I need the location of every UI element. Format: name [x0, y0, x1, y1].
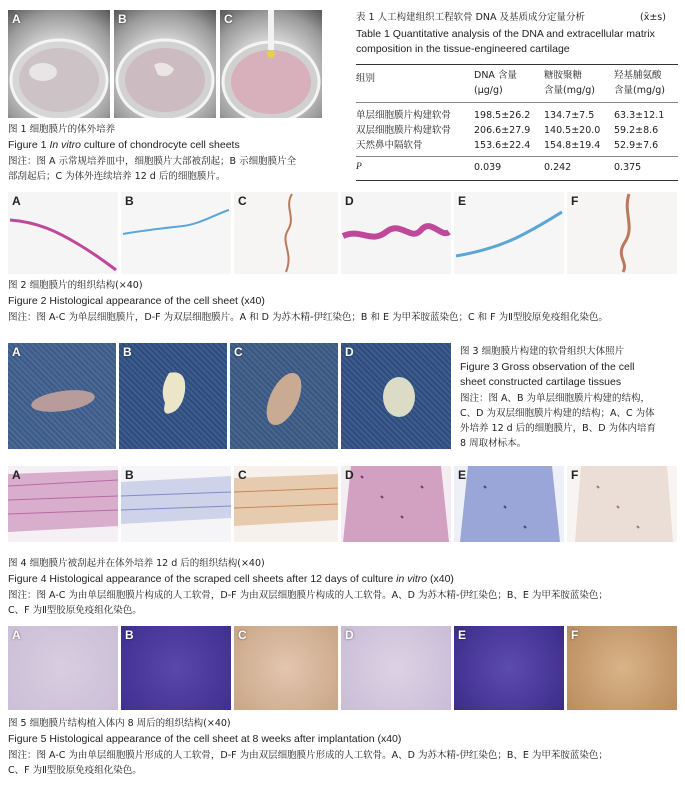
- figure3-panel-a: [8, 343, 116, 449]
- figure2-panel-b: [121, 192, 231, 274]
- panel-label: B: [125, 468, 134, 482]
- figure4-panel-b: [121, 466, 231, 542]
- panel-label: B: [125, 194, 134, 208]
- figure3-panel-b: [119, 343, 227, 449]
- histology-image: [234, 192, 338, 274]
- histology-image: [121, 192, 231, 274]
- histology-image: [454, 192, 564, 274]
- figure2-panel-a: [8, 192, 118, 274]
- petri-dish-image: [8, 10, 110, 118]
- figure3-panel-c: [230, 343, 338, 449]
- figure4-panel-c: [234, 466, 338, 542]
- header-hyp-unit: 含量(mg/g): [614, 85, 665, 96]
- figure3-note-line2: C、D 为双层细胞膜片构建的结构；A、C 为体: [460, 408, 655, 419]
- table1-title-en-line1: Table 1 Quantitative analysis of the DNA and extracellular matrix: [356, 28, 655, 40]
- panel-label: E: [458, 194, 467, 208]
- figure4-note-line2: C、F 为Ⅱ型胶原免疫组化染色。: [8, 605, 142, 616]
- figure3-title-cn: 图 3 细胞膜片构建的软骨组织大体照片: [460, 346, 625, 357]
- figure2-title-en: Figure 2 Histological appearance of the cell sheet (x40): [8, 295, 265, 307]
- panel-label: D: [345, 628, 354, 642]
- figure1-panel-a: [8, 10, 110, 118]
- figure1-note-line2: 部刮起后；C 为体外连续培养 12 d 后的细胞膜片。: [8, 171, 226, 182]
- gross-specimen-image: [341, 343, 451, 449]
- figure3-title-en-line1: Figure 3 Gross observation of the cell: [460, 361, 635, 373]
- panel-label: A: [12, 12, 21, 26]
- panel-label: C: [238, 194, 247, 208]
- table1-title-en-line2: composition in the tissue-engineered cartilage: [356, 43, 570, 55]
- gross-specimen-image: [119, 343, 227, 449]
- histology-image: [8, 192, 118, 274]
- figure3-panel-d: [341, 343, 451, 449]
- panel-label: C: [224, 12, 233, 26]
- panel-label: F: [571, 194, 579, 208]
- figure1-note-line1: 图注：图 A 示常规培养皿中，细胞膜片大部被刮起；B 示细胞膜片全: [8, 156, 297, 167]
- header-dna-unit: (μg/g): [474, 85, 503, 96]
- figure5-note-line1: 图注：图 A-C 为由单层细胞膜片形成的人工软骨，D-F 为由双层细胞膜片形成的人工软骨。A、D 为苏木精-伊红染色；B、E 为甲苯胺蓝染色；: [8, 750, 608, 761]
- panel-label: B: [125, 628, 134, 642]
- figure4-panel-f: [567, 466, 677, 542]
- figure5-panel-a: [8, 626, 118, 710]
- histology-image: [234, 466, 338, 542]
- panel-label: B: [123, 345, 132, 359]
- histology-image: [567, 466, 677, 542]
- figure5-panel-d: [341, 626, 451, 710]
- figure5-title-en: Figure 5 Histological appearance of the cell sheet at 8 weeks after implantation (x40): [8, 733, 402, 745]
- figure3-note-line4: 8 周取材标本。: [460, 438, 527, 449]
- histology-image: [8, 466, 118, 542]
- figure1-panel-b: [114, 10, 216, 118]
- header-dna: DNA 含量: [474, 70, 517, 81]
- histology-image: [341, 192, 451, 274]
- header-group: 组别: [356, 73, 376, 84]
- histology-image: [341, 466, 451, 542]
- histology-image: [454, 466, 564, 542]
- table-row: 天然鼻中隔软骨 153.6±22.4 154.8±19.4 52.9±7.6: [356, 140, 659, 151]
- figure1-title-cn: 图 1 细胞膜片的体外培养: [8, 124, 116, 135]
- figure2-panel-e: [454, 192, 564, 274]
- panel-label: A: [12, 194, 21, 208]
- panel-label: C: [238, 468, 247, 482]
- header-gag-unit: 含量(mg/g): [544, 85, 595, 96]
- figure1-panel-c: [220, 10, 322, 118]
- figure5-panel-f: [567, 626, 677, 710]
- table-top-rule: [356, 64, 678, 65]
- gross-specimen-image: [8, 343, 116, 449]
- table-header-rule: [356, 102, 678, 103]
- table-row: 双层细胞膜片构建软骨 206.6±27.9 140.5±20.0 59.2±8.6: [356, 125, 659, 136]
- panel-label: F: [571, 628, 579, 642]
- panel-label: A: [12, 345, 21, 359]
- figure2-title-cn: 图 2 细胞膜片的组织结构(×40): [8, 280, 143, 291]
- table-p-row: P 0.039 0.242 0.375: [356, 162, 642, 173]
- table1-title-cn: 表 1 人工构建组织工程软骨 DNA 及基质成分定量分析: [356, 12, 586, 23]
- panel-label: D: [345, 468, 354, 482]
- figure4-title-cn: 图 4 细胞膜片被刮起并在体外培养 12 d 后的组织结构(×40): [8, 558, 265, 569]
- panel-label: C: [238, 628, 247, 642]
- figure4-note-line1: 图注：图 A-C 为由单层细胞膜片构成的人工软骨，D-F 为由双层细胞膜片构成的人工软骨。A、D 为苏木精-伊红染色；B、E 为甲苯胺蓝染色；: [8, 590, 608, 601]
- figure3-note-line3: 外培养 12 d 后的细胞膜片，B、D 为体内培育: [460, 423, 657, 434]
- panel-label: B: [118, 12, 127, 26]
- figure5-panel-b: [121, 626, 231, 710]
- figure4-panel-e: [454, 466, 564, 542]
- histology-image: [121, 466, 231, 542]
- petri-dish-image: [114, 10, 216, 118]
- figure4-title-en: Figure 4 Histological appearance of the scraped cell sheets after 12 days of culture in vitro (x40): [8, 573, 454, 585]
- figure2-note: 图注：图 A-C 为单层细胞膜片，D-F 为双层细胞膜片。A 和 D 为苏木精-伊红染色；B 和 E 为甲苯胺蓝染色；C 和 F 为Ⅱ型胶原免疫组化染色。: [8, 312, 608, 323]
- figure1-title-en: Figure 1 In vitro culture of chondrocyte cell sheets: [8, 139, 240, 151]
- figure5-note-line2: C、F 为Ⅱ型胶原免疫组化染色。: [8, 765, 142, 776]
- panel-label: D: [345, 345, 354, 359]
- figure5-title-cn: 图 5 细胞膜片结构植入体内 8 周后的组织结构(×40): [8, 718, 231, 729]
- figure4-panel-d: [341, 466, 451, 542]
- panel-label: E: [458, 468, 467, 482]
- table-p-rule: [356, 156, 678, 157]
- panel-label: A: [12, 468, 21, 482]
- panel-label: A: [12, 628, 21, 642]
- figure3-note-line1: 图注：图 A、B 为单层细胞膜片构建的结构，: [460, 393, 651, 404]
- figure5-panel-c: [234, 626, 338, 710]
- table1-body: [356, 108, 678, 153]
- histology-image: [567, 192, 677, 274]
- header-hyp: 羟基脯氨酸: [614, 70, 662, 81]
- figure4-panel-a: [8, 466, 118, 542]
- table1-stat: (x̄±s): [640, 12, 666, 23]
- petri-dish-image: [220, 10, 322, 118]
- panel-label: D: [345, 194, 354, 208]
- panel-label: E: [458, 628, 467, 642]
- table-row: 单层细胞膜片构建软骨 198.5±26.2 134.7±7.5 63.3±12.1: [356, 110, 665, 121]
- figure5-panel-e: [454, 626, 564, 710]
- panel-label: C: [234, 345, 243, 359]
- table1-header: [356, 68, 678, 100]
- figure2-panel-f: [567, 192, 677, 274]
- panel-label: F: [571, 468, 579, 482]
- gross-specimen-image: [230, 343, 338, 449]
- figure2-panel-d: [341, 192, 451, 274]
- header-gag: 糖胺聚糖: [544, 70, 583, 81]
- table-bottom-rule: [356, 180, 678, 181]
- figure3-title-en-line2: sheet constructed cartilage tissues: [460, 376, 622, 388]
- figure2-panel-c: [234, 192, 338, 274]
